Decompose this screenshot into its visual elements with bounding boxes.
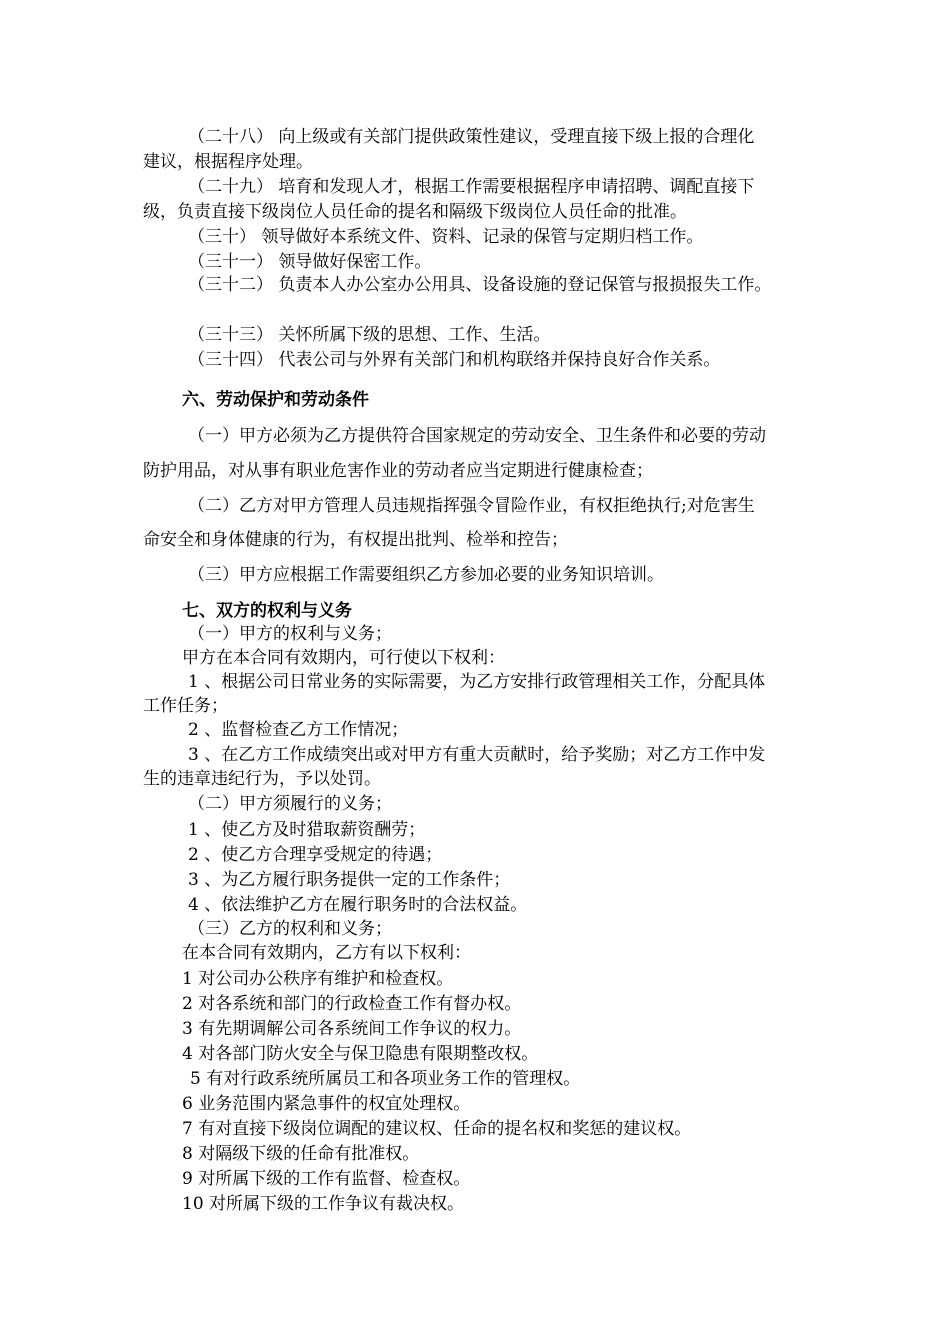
clause-29-line-2: 级，负责直接下级岗位人员任命的提名和隔级下级岗位人员任命的批准。 [143, 202, 687, 222]
party-a-right-3-line-2: 生的违章违纪行为，予以处罚。 [143, 769, 381, 789]
section-6-item-1-line-2: 防护用品，对从事有职业危害作业的劳动者应当定期进行健康检查； [143, 461, 653, 481]
party-b-right-2: 2 对各系统和部门的行政检查工作有督办权。 [182, 994, 522, 1014]
clause-31: （三十一） 领导做好保密工作。 [188, 252, 432, 272]
party-b-rights-intro: 在本合同有效期内，乙方有以下权利： [182, 943, 471, 963]
party-b-right-7: 7 有对直接下级岗位调配的建议权、任命的提名权和奖惩的建议权。 [182, 1119, 692, 1139]
party-b-right-8: 8 对隔级下级的任命有批准权。 [182, 1144, 420, 1164]
party-a-duty-3: 3 、为乙方履行职务提供一定的工作条件； [188, 870, 511, 890]
party-a-right-3-line-1: 3 、在乙方工作成绩突出或对甲方有重大贡献时，给予奖励；对乙方工作中发 [188, 745, 766, 765]
party-b-right-6: 6 业务范围内紧急事件的权宜处理权。 [182, 1094, 471, 1114]
party-a-right-1-line-2: 工作任务； [143, 696, 228, 716]
section-6-item-2-line-1: （二）乙方对甲方管理人员违规指挥强令冒险作业，有权拒绝执行;对危害生 [188, 496, 755, 516]
party-b-rights-heading: （三）乙方的权利和义务； [188, 919, 392, 939]
section-7-heading: 七、双方的权利与义务 [182, 601, 352, 621]
clause-32: （三十二） 负责本人办公室办公用具、设备设施的登记保管与报损报失工作。 [188, 275, 772, 295]
clause-34: （三十四） 代表公司与外界有关部门和机构联络并保持良好合作关系。 [188, 350, 721, 370]
party-a-duty-1: 1 、使乙方及时猎取薪资酬劳； [188, 820, 426, 840]
section-6-item-1-line-1: （一）甲方必须为乙方提供符合国家规定的劳动安全、卫生条件和必要的劳动 [188, 426, 766, 446]
party-a-duties-heading: （二）甲方须履行的义务； [188, 794, 392, 814]
clause-33: （三十三） 关怀所属下级的思想、工作、生活。 [188, 325, 551, 345]
clause-29-line-1: （二十九） 培育和发现人才，根据工作需要根据程序申请招聘、调配直接下 [188, 177, 755, 197]
section-6-item-2-line-2: 命安全和身体健康的行为，有权提出批判、检举和控告； [143, 530, 568, 550]
party-a-rights-heading: （一）甲方的权利与义务； [188, 624, 392, 644]
section-6-item-3: （三）甲方应根据工作需要组织乙方参加必要的业务知识培训。 [188, 565, 664, 585]
section-6-heading: 六、劳动保护和劳动条件 [182, 390, 369, 410]
party-b-right-3: 3 有先期调解公司各系统间工作争议的权力。 [182, 1019, 522, 1039]
party-b-right-5: 5 有对行政系统所属员工和各项业务工作的管理权。 [190, 1069, 581, 1089]
party-a-duty-4: 4 、依法维护乙方在履行职务时的合法权益。 [188, 895, 528, 915]
party-b-right-1: 1 对公司办公秩序有维护和检查权。 [182, 969, 454, 989]
clause-28-line-1: （二十八） 向上级或有关部门提供政策性建议，受理直接下级上报的合理化 [188, 127, 755, 147]
party-b-right-9: 9 对所属下级的工作有监督、检查权。 [182, 1169, 471, 1189]
party-a-duty-2: 2 、使乙方合理享受规定的待遇； [188, 845, 443, 865]
party-a-rights-intro: 甲方在本合同有效期内，可行使以下权利： [182, 648, 505, 668]
party-b-right-10: 10 对所属下级的工作争议有裁决权。 [182, 1194, 465, 1214]
clause-28-line-2: 建议，根据程序处理。 [143, 152, 313, 172]
party-a-right-2: 2 、监督检查乙方工作情况； [188, 720, 409, 740]
clause-30: （三十） 领导做好本系统文件、资料、记录的保管与定期归档工作。 [188, 227, 704, 247]
party-a-right-1-line-1: 1 、根据公司日常业务的实际需要，为乙方安排行政管理相关工作，分配具体 [188, 672, 766, 692]
party-b-right-4: 4 对各部门防火安全与保卫隐患有限期整改权。 [182, 1044, 539, 1064]
